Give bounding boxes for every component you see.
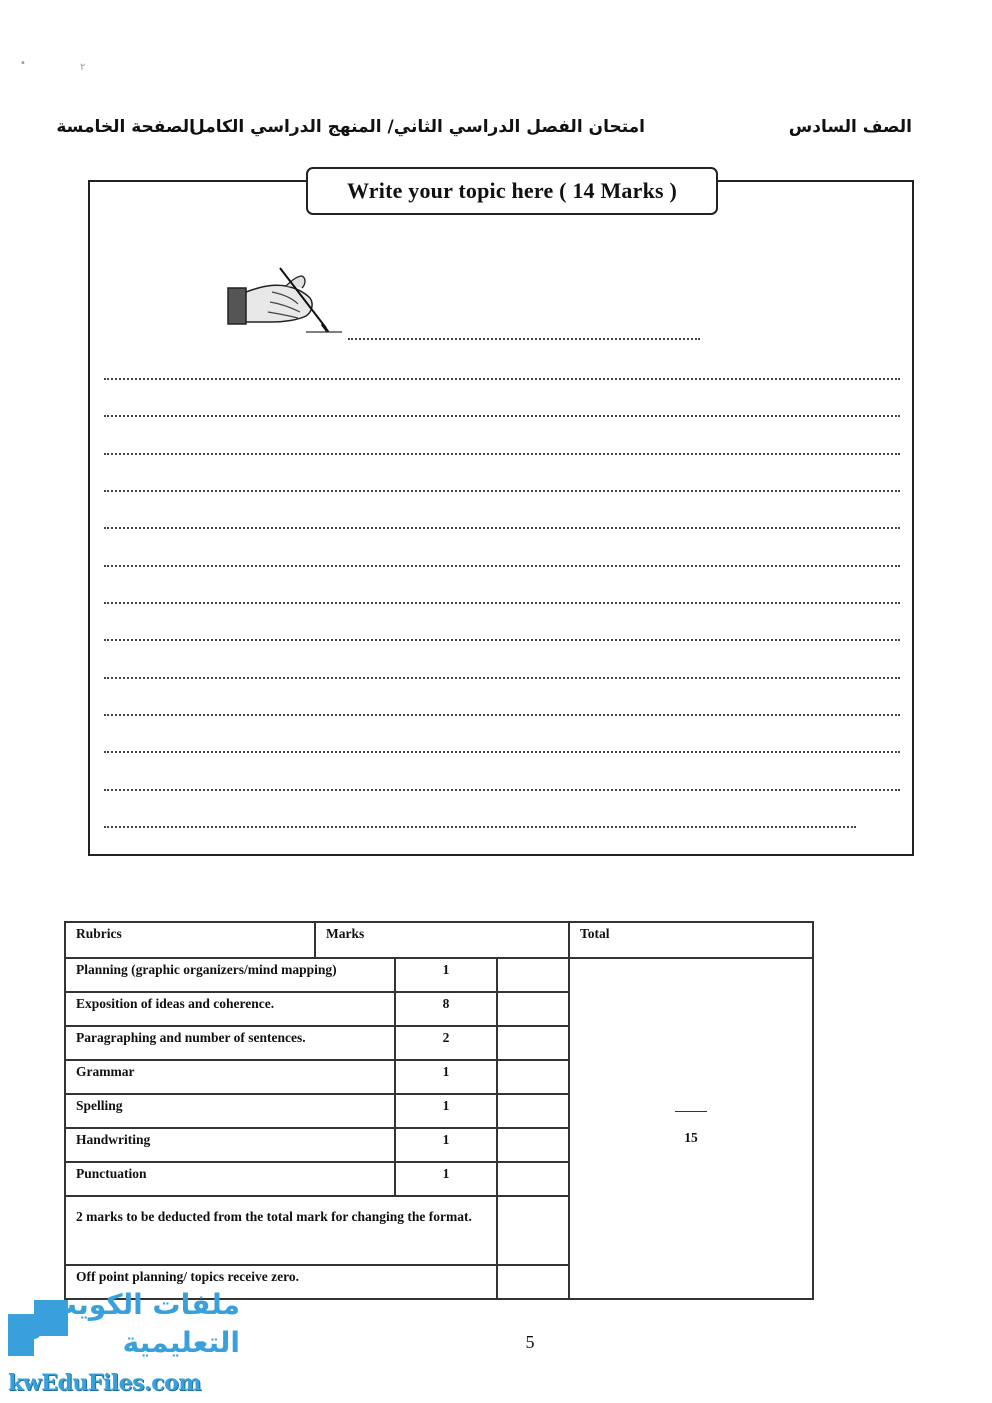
score-cell[interactable] (497, 1094, 569, 1128)
rubric-criterion: Planning (graphic organizers/mind mapping) (65, 958, 395, 992)
total-header: Total (569, 922, 813, 958)
writing-line[interactable] (104, 453, 900, 455)
writing-hand-icon (222, 262, 344, 336)
writing-line[interactable] (104, 639, 900, 641)
score-cell[interactable] (497, 1162, 569, 1196)
rubric-mark: 1 (395, 1128, 497, 1162)
writing-line[interactable] (104, 714, 900, 716)
rubric-mark: 1 (395, 1094, 497, 1128)
scan-mark: • (20, 58, 26, 69)
writing-line[interactable] (104, 527, 900, 529)
watermark-url: kwEduFiles.com (8, 1370, 202, 1396)
rubric-row (65, 958, 813, 992)
deduction-note-text: 2 marks to be deducted from the total mark for changing the format. (76, 1209, 472, 1224)
page-label: الصفحة الخامسة (56, 117, 195, 137)
rubric-mark: 1 (395, 958, 497, 992)
score-cell[interactable] (497, 1265, 569, 1299)
watermark-line2: التعليمية (122, 1326, 240, 1359)
writing-line[interactable] (104, 789, 900, 791)
grade-label: الصف السادس (788, 117, 912, 137)
zero-note: Off point planning/ topics receive zero. (65, 1265, 497, 1299)
writing-line[interactable] (104, 602, 900, 604)
writing-box (88, 180, 914, 856)
score-blank (675, 1111, 707, 1112)
watermark-logo (0, 1288, 250, 1400)
rubric-mark: 8 (395, 992, 497, 1026)
writing-line[interactable] (104, 415, 900, 417)
writing-line[interactable] (104, 677, 900, 679)
writing-title: Write your topic here ( 14 Marks ) (306, 167, 718, 215)
deduction-note (65, 1196, 497, 1265)
page-number: 5 (525, 1332, 535, 1352)
score-cell[interactable] (497, 958, 569, 992)
writing-line[interactable] (348, 338, 700, 340)
total-cell[interactable] (569, 958, 813, 1299)
watermark-line1: ملفات الكويت (48, 1288, 240, 1321)
total-denominator: 15 (684, 1130, 698, 1145)
rubric-mark: 2 (395, 1026, 497, 1060)
rubric-criterion: Paragraphing and number of sentences. (65, 1026, 395, 1060)
rubrics-header: Rubrics (65, 922, 315, 958)
rubric-criterion: Grammar (65, 1060, 395, 1094)
score-cell[interactable] (497, 1060, 569, 1094)
rubric-mark: 1 (395, 1060, 497, 1094)
score-cell[interactable] (497, 992, 569, 1026)
score-cell[interactable] (497, 1196, 569, 1265)
rubric-mark: 1 (395, 1162, 497, 1196)
rubric-criterion: Spelling (65, 1094, 395, 1128)
marks-header: Marks (315, 922, 569, 958)
rubric-table (64, 921, 814, 1300)
writing-line[interactable] (104, 565, 900, 567)
score-cell[interactable] (497, 1026, 569, 1060)
scan-mark: ٢ (80, 62, 86, 73)
exam-title: امتحان الفصل الدراسي الثاني/ المنهج الدراسي الكامل (190, 117, 645, 137)
rubric-criterion: Exposition of ideas and coherence. (65, 992, 395, 1026)
rubric-header-row (65, 922, 813, 958)
writing-line[interactable] (104, 378, 900, 380)
writing-line[interactable] (104, 826, 856, 828)
writing-line[interactable] (104, 751, 900, 753)
writing-line[interactable] (104, 490, 900, 492)
score-cell[interactable] (497, 1128, 569, 1162)
rubric-criterion: Punctuation (65, 1162, 395, 1196)
rubric-criterion: Handwriting (65, 1128, 395, 1162)
